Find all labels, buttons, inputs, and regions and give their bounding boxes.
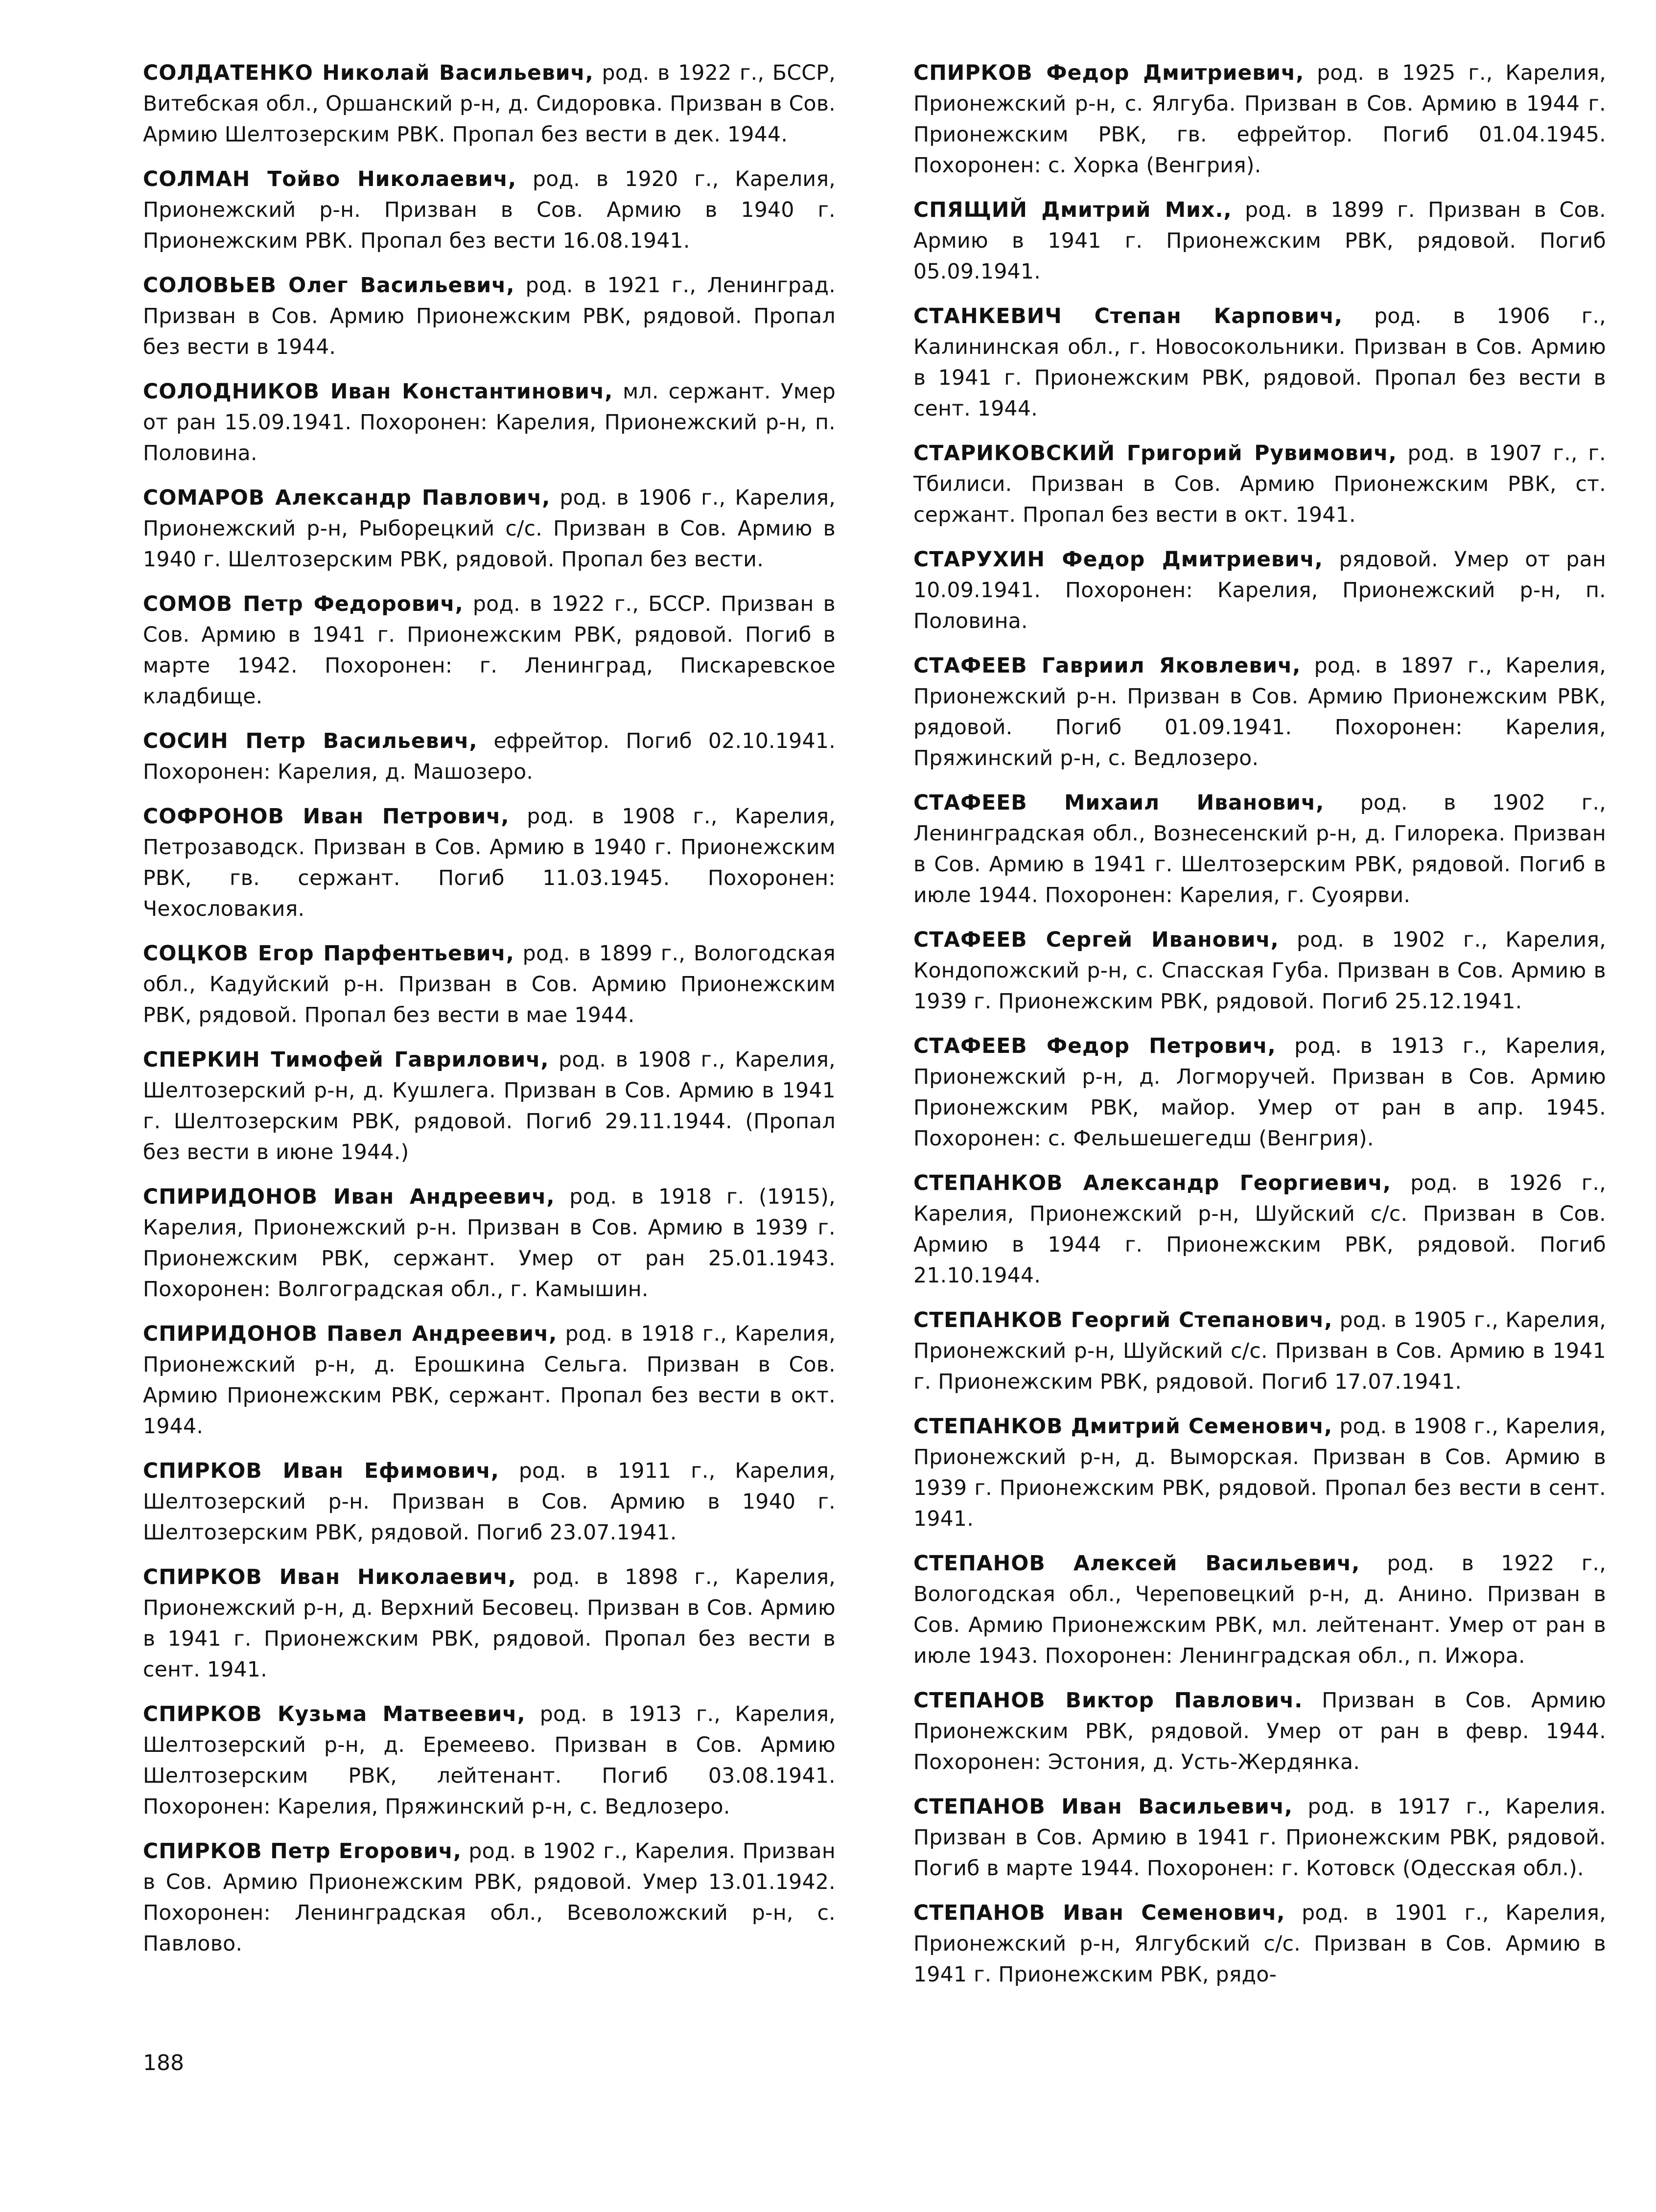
entry xyxy=(143,1319,836,1442)
entry xyxy=(913,58,1606,181)
entry xyxy=(143,1836,836,1959)
entry xyxy=(913,1685,1606,1778)
entry-text: мл. сержант. Умер от ран 15.09.1941. Похоронен: Карелия, Прионежский р-н, п. Половина. xyxy=(143,380,836,466)
entry xyxy=(913,1898,1606,1990)
entry-name: СТАФЕЕВ Михаил Иванович, xyxy=(913,791,1325,815)
entry xyxy=(913,1548,1606,1672)
entry-name: СОЛМАН Тойво Николаевич, xyxy=(143,167,517,191)
entry-name: СОЦКОВ Егор Парфентьевич, xyxy=(143,942,514,966)
entry-text: род. в 1898 г., Карелия, Прионежский р-н, д. Верхний Бесовец. Призван в Сов. Армию в 1941 г. Прионежским РВК, рядовой. Пропал без вести в сент. 1941. xyxy=(143,1565,836,1682)
entry xyxy=(143,938,836,1031)
entry-name: СТЕПАНКОВ Дмитрий Семенович, xyxy=(913,1415,1333,1439)
entry-text: Призван в Сов. Армию Прионежским РВК, рядовой. Умер от ран в февр. 1944. Похоронен: Эстония, д. Усть-Жердянка. xyxy=(913,1689,1607,1774)
entry xyxy=(913,925,1606,1017)
entry-text: род. в 1913 г., Карелия, Прионежский р-н, д. Логморучей. Призван в Сов. Армию Прионежским РВК, майор. Умер от ран в апр. 1945. Похоронен: с. Фельшешегедш (Венгрия). xyxy=(913,1034,1607,1151)
entry-name: СПЕРКИН Тимофей Гаврилович, xyxy=(143,1048,549,1072)
entry-text: род. в 1902 г., Карелия. Призван в Сов. Армию Прионежским РВК, рядовой. Умер 13.01.1942. Похоронен: Ленинградская обл., Всеволожский р-н, с. Павлово. xyxy=(143,1839,836,1956)
entry-text: род. в 1921 г., Ленинград. Призван в Сов. Армию Прионежским РВК, рядовой. Пропал без вести в 1944. xyxy=(143,274,836,359)
entry-name: СОСИН Петр Васильевич, xyxy=(143,729,478,753)
entry-text: род. в 1917 г., Карелия. Призван в Сов. Армию в 1941 г. Прионежским РВК, рядовой. Погиб в марте 1944. Похоронен: г. Котовск (Одесская обл.). xyxy=(913,1795,1607,1881)
entry xyxy=(143,801,836,925)
entry-text: ефрейтор. Погиб 02.10.1941. Похоронен: Карелия, д. Машозеро. xyxy=(143,729,836,784)
entry-text: род. в 1922 г., БССР, Витебская обл., Оршанский р-н, д. Сидоровка. Призван в Сов. Армию Шелтозерским РВК. Пропал без вести в дек. 1944. xyxy=(143,61,836,147)
entry xyxy=(143,1562,836,1685)
entry-name: СТАРИКОВСКИЙ Григорий Рувимович, xyxy=(913,442,1397,466)
entry-text: род. в 1925 г., Карелия, Прионежский р-н, с. Ялгуба. Призван в Сов. Армию в 1944 г. Прионежским РВК, гв. ефрейтор. Погиб 01.04.1945. Похоронен: с. Хорка (Венгрия). xyxy=(913,61,1606,178)
entry-text: род. в 1920 г., Карелия, Прионежский р-н. Призван в Сов. Армию в 1940 г. Прионежским РВК. Пропал без вести 16.08.1941. xyxy=(143,167,836,253)
entry-name: СОМОВ Петр Федорович, xyxy=(143,592,464,616)
entry-text: рядовой. Умер от ран 10.09.1941. Похоронен: Карелия, Прионежский р-н, п. Половина. xyxy=(913,548,1607,633)
entry-name: СТЕПАНОВ Алексей Васильевич, xyxy=(913,1552,1360,1576)
entry-text: род. в 1906 г., Калининская обл., г. Новосокольники. Призван в Сов. Армию в 1941 г. Прионежским РВК, рядовой. Пропал без вести в сент. 1944. xyxy=(913,304,1606,421)
entry xyxy=(913,1792,1606,1884)
entry xyxy=(143,164,836,256)
left-column xyxy=(143,58,836,1973)
entry-name: СПИРКОВ Петр Егорович, xyxy=(143,1839,462,1863)
entry-name: СПИРКОВ Федор Дмитриевич, xyxy=(913,61,1305,85)
entry-text: род. в 1902 г., Карелия, Кондопожский р-н, с. Спасская Губа. Призван в Сов. Армию в 1939 г. Прионежским РВК, рядовой. Погиб 25.12.1941. xyxy=(913,928,1607,1014)
entry-name: СОЛОДНИКОВ Иван Константинович, xyxy=(143,380,613,404)
entry-name: СОЛОВЬЕВ Олег Васильевич, xyxy=(143,274,515,298)
entry xyxy=(913,1031,1606,1154)
entry xyxy=(143,58,836,150)
entry-name: СПЯЩИЙ Дмитрий Мих., xyxy=(913,198,1232,222)
entry-name: СПИРИДОНОВ Иван Андреевич, xyxy=(143,1185,555,1209)
entry-name: СТАНКЕВИЧ Степан Карпович, xyxy=(913,304,1343,328)
entry-name: СОФРОНОВ Иван Петрович, xyxy=(143,805,510,829)
entry xyxy=(913,195,1606,287)
entry xyxy=(913,544,1606,637)
entry-text: род. в 1908 г., Карелия, Петрозаводск. Призван в Сов. Армию в 1940 г. Прионежским РВК, гв. сержант. Погиб 11.03.1945. Похоронен: Чехословакия. xyxy=(143,805,836,921)
entry-name: СПИРКОВ Иван Николаевич, xyxy=(143,1565,516,1589)
entry xyxy=(913,788,1606,911)
entry-text: род. в 1899 г., Вологодская обл., Кадуйский р-н. Призван в Сов. Армию Прионежским РВК, рядовой. Пропал без вести в мае 1944. xyxy=(143,942,836,1027)
entry-text: род. в 1908 г., Карелия, Прионежский р-н, д. Выморская. Призван в Сов. Армию в 1939 г. Прионежским РВК, рядовой. Пропал без вести в сент. 1941. xyxy=(913,1415,1607,1531)
entry xyxy=(143,483,836,575)
entry xyxy=(143,270,836,363)
entry-text: род. в 1908 г., Карелия, Шелтозерский р-н, д. Кушлега. Призван в Сов. Армию в 1941 г. Шелтозерским РВК, рядовой. Погиб 29.11.1944. (Пропал без вести в июне 1944.) xyxy=(143,1048,836,1164)
entry-name: СТАФЕЕВ Федор Петрович, xyxy=(913,1034,1276,1058)
entry xyxy=(913,651,1606,774)
entry-name: СПИРКОВ Кузьма Матвеевич, xyxy=(143,1702,526,1726)
entry xyxy=(143,376,836,469)
entry xyxy=(143,1045,836,1168)
entry-text: род. в 1901 г., Карелия, Прионежский р-н, Ялгубский с/с. Призван в Сов. Армию в 1941 г. Прионежским РВК, рядо- xyxy=(913,1901,1607,1987)
entry-text: род. в 1897 г., Карелия, Прионежский р-н. Призван в Сов. Армию Прионежским РВК, рядовой. Погиб 01.09.1941. Похоронен: Карелия, Пряжинский р-н, с. Ведлозеро. xyxy=(913,654,1606,770)
entry-name: СТЕПАНКОВ Александр Георгиевич, xyxy=(913,1171,1391,1195)
entry-name: СПИРИДОНОВ Павел Андреевич, xyxy=(143,1322,558,1346)
entry-name: СОМАРОВ Александр Павлович, xyxy=(143,486,551,510)
entry-name: СТАФЕЕВ Гавриил Яковлевич, xyxy=(913,654,1301,678)
entry-text: род. в 1899 г. Призван в Сов. Армию в 1941 г. Прионежским РВК, рядовой. Погиб 05.09.1941. xyxy=(913,198,1606,284)
entry-text: род. в 1907 г., г. Тбилиси. Призван в Сов. Армию Прионежским РВК, ст. сержант. Пропал без вести в окт. 1941. xyxy=(913,442,1606,527)
entry xyxy=(913,438,1606,531)
entry-name: СОЛДАТЕНКО Николай Васильевич, xyxy=(143,61,594,85)
entry xyxy=(913,1411,1606,1535)
entry-name: СТАФЕЕВ Сергей Иванович, xyxy=(913,928,1279,952)
entry xyxy=(143,726,836,788)
entry-name: СТЕПАНОВ Иван Семенович, xyxy=(913,1901,1285,1925)
entry-name: СПИРКОВ Иван Ефимович, xyxy=(143,1459,499,1483)
entry-text: род. в 1918 г., Карелия, Прионежский р-н, д. Ерошкина Сельга. Призван в Сов. Армию Прионежским РВК, сержант. Пропал без вести в окт. 1944. xyxy=(143,1322,836,1439)
entry-name: СТЕПАНКОВ Георгий Степанович, xyxy=(913,1308,1333,1332)
page-number: 188 xyxy=(143,2050,184,2075)
entry-text: род. в 1926 г., Карелия, Прионежский р-н, Шуйский с/с. Призван в Сов. Армию в 1944 г. Прионежским РВК, рядовой. Погиб 21.10.1944. xyxy=(913,1171,1606,1288)
entry-name: СТЕПАНОВ Виктор Павлович. xyxy=(913,1689,1303,1713)
entry-text: род. в 1906 г., Карелия, Прионежский р-н, Рыборецкий с/с. Призван в Сов. Армию в 1940 г. Шелтозерским РВК, рядовой. Пропал без вести. xyxy=(143,486,836,572)
entry-name: СТАРУХИН Федор Дмитриевич, xyxy=(913,548,1323,572)
entry xyxy=(913,1305,1606,1397)
entry-name: СТЕПАНОВ Иван Васильевич, xyxy=(913,1795,1293,1819)
entry xyxy=(143,589,836,712)
entry xyxy=(143,1456,836,1548)
right-column xyxy=(913,58,1606,2004)
entry xyxy=(913,1168,1606,1291)
entry-text: род. в 1913 г., Карелия, Шелтозерский р-н, д. Еремеево. Призван в Сов. Армию Шелтозерским РВК, лейтенант. Погиб 03.08.1941. Похоронен: Карелия, Пряжинский р-н, с. Ведлозеро. xyxy=(143,1702,836,1819)
entry-text: род. в 1902 г., Ленинградская обл., Вознесенский р-н, д. Гилорека. Призван в Сов. Армию в 1941 г. Шелтозерским РВК, рядовой. Погиб в июле 1944. Похоронен: Карелия, г. Суоярви. xyxy=(913,791,1606,908)
entry-text: род. в 1922 г., Вологодская обл., Череповецкий р-н, д. Анино. Призван в Сов. Армию Прионежским РВК, мл. лейтенант. Умер от ран в июле 1943. Похоронен: Ленинградская обл., п. Ижора. xyxy=(913,1552,1607,1668)
entry-text: род. в 1922 г., БССР. Призван в Сов. Армию в 1941 г. Прионежским РВК, рядовой. Погиб в марте 1942. Похоронен: г. Ленинград, Пискаревское кладбище. xyxy=(143,592,836,709)
entry xyxy=(143,1182,836,1305)
entry-text: род. в 1905 г., Карелия, Прионежский р-н, Шуйский с/с. Призван в Сов. Армию в 1941 г. Прионежским РВК, рядовой. Погиб 17.07.1941. xyxy=(913,1308,1607,1394)
entry xyxy=(913,301,1606,424)
entry-text: род. в 1918 г. (1915), Карелия, Прионежский р-н. Призван в Сов. Армию в 1939 г. Прионежским РВК, сержант. Умер от ран 25.01.1943. Похоронен: Волгоградская обл., г. Камышин. xyxy=(143,1185,836,1302)
entry xyxy=(143,1699,836,1822)
entry-text: род. в 1911 г., Карелия, Шелтозерский р-н. Призван в Сов. Армию в 1940 г. Шелтозерским РВК, рядовой. Погиб 23.07.1941. xyxy=(143,1459,836,1545)
